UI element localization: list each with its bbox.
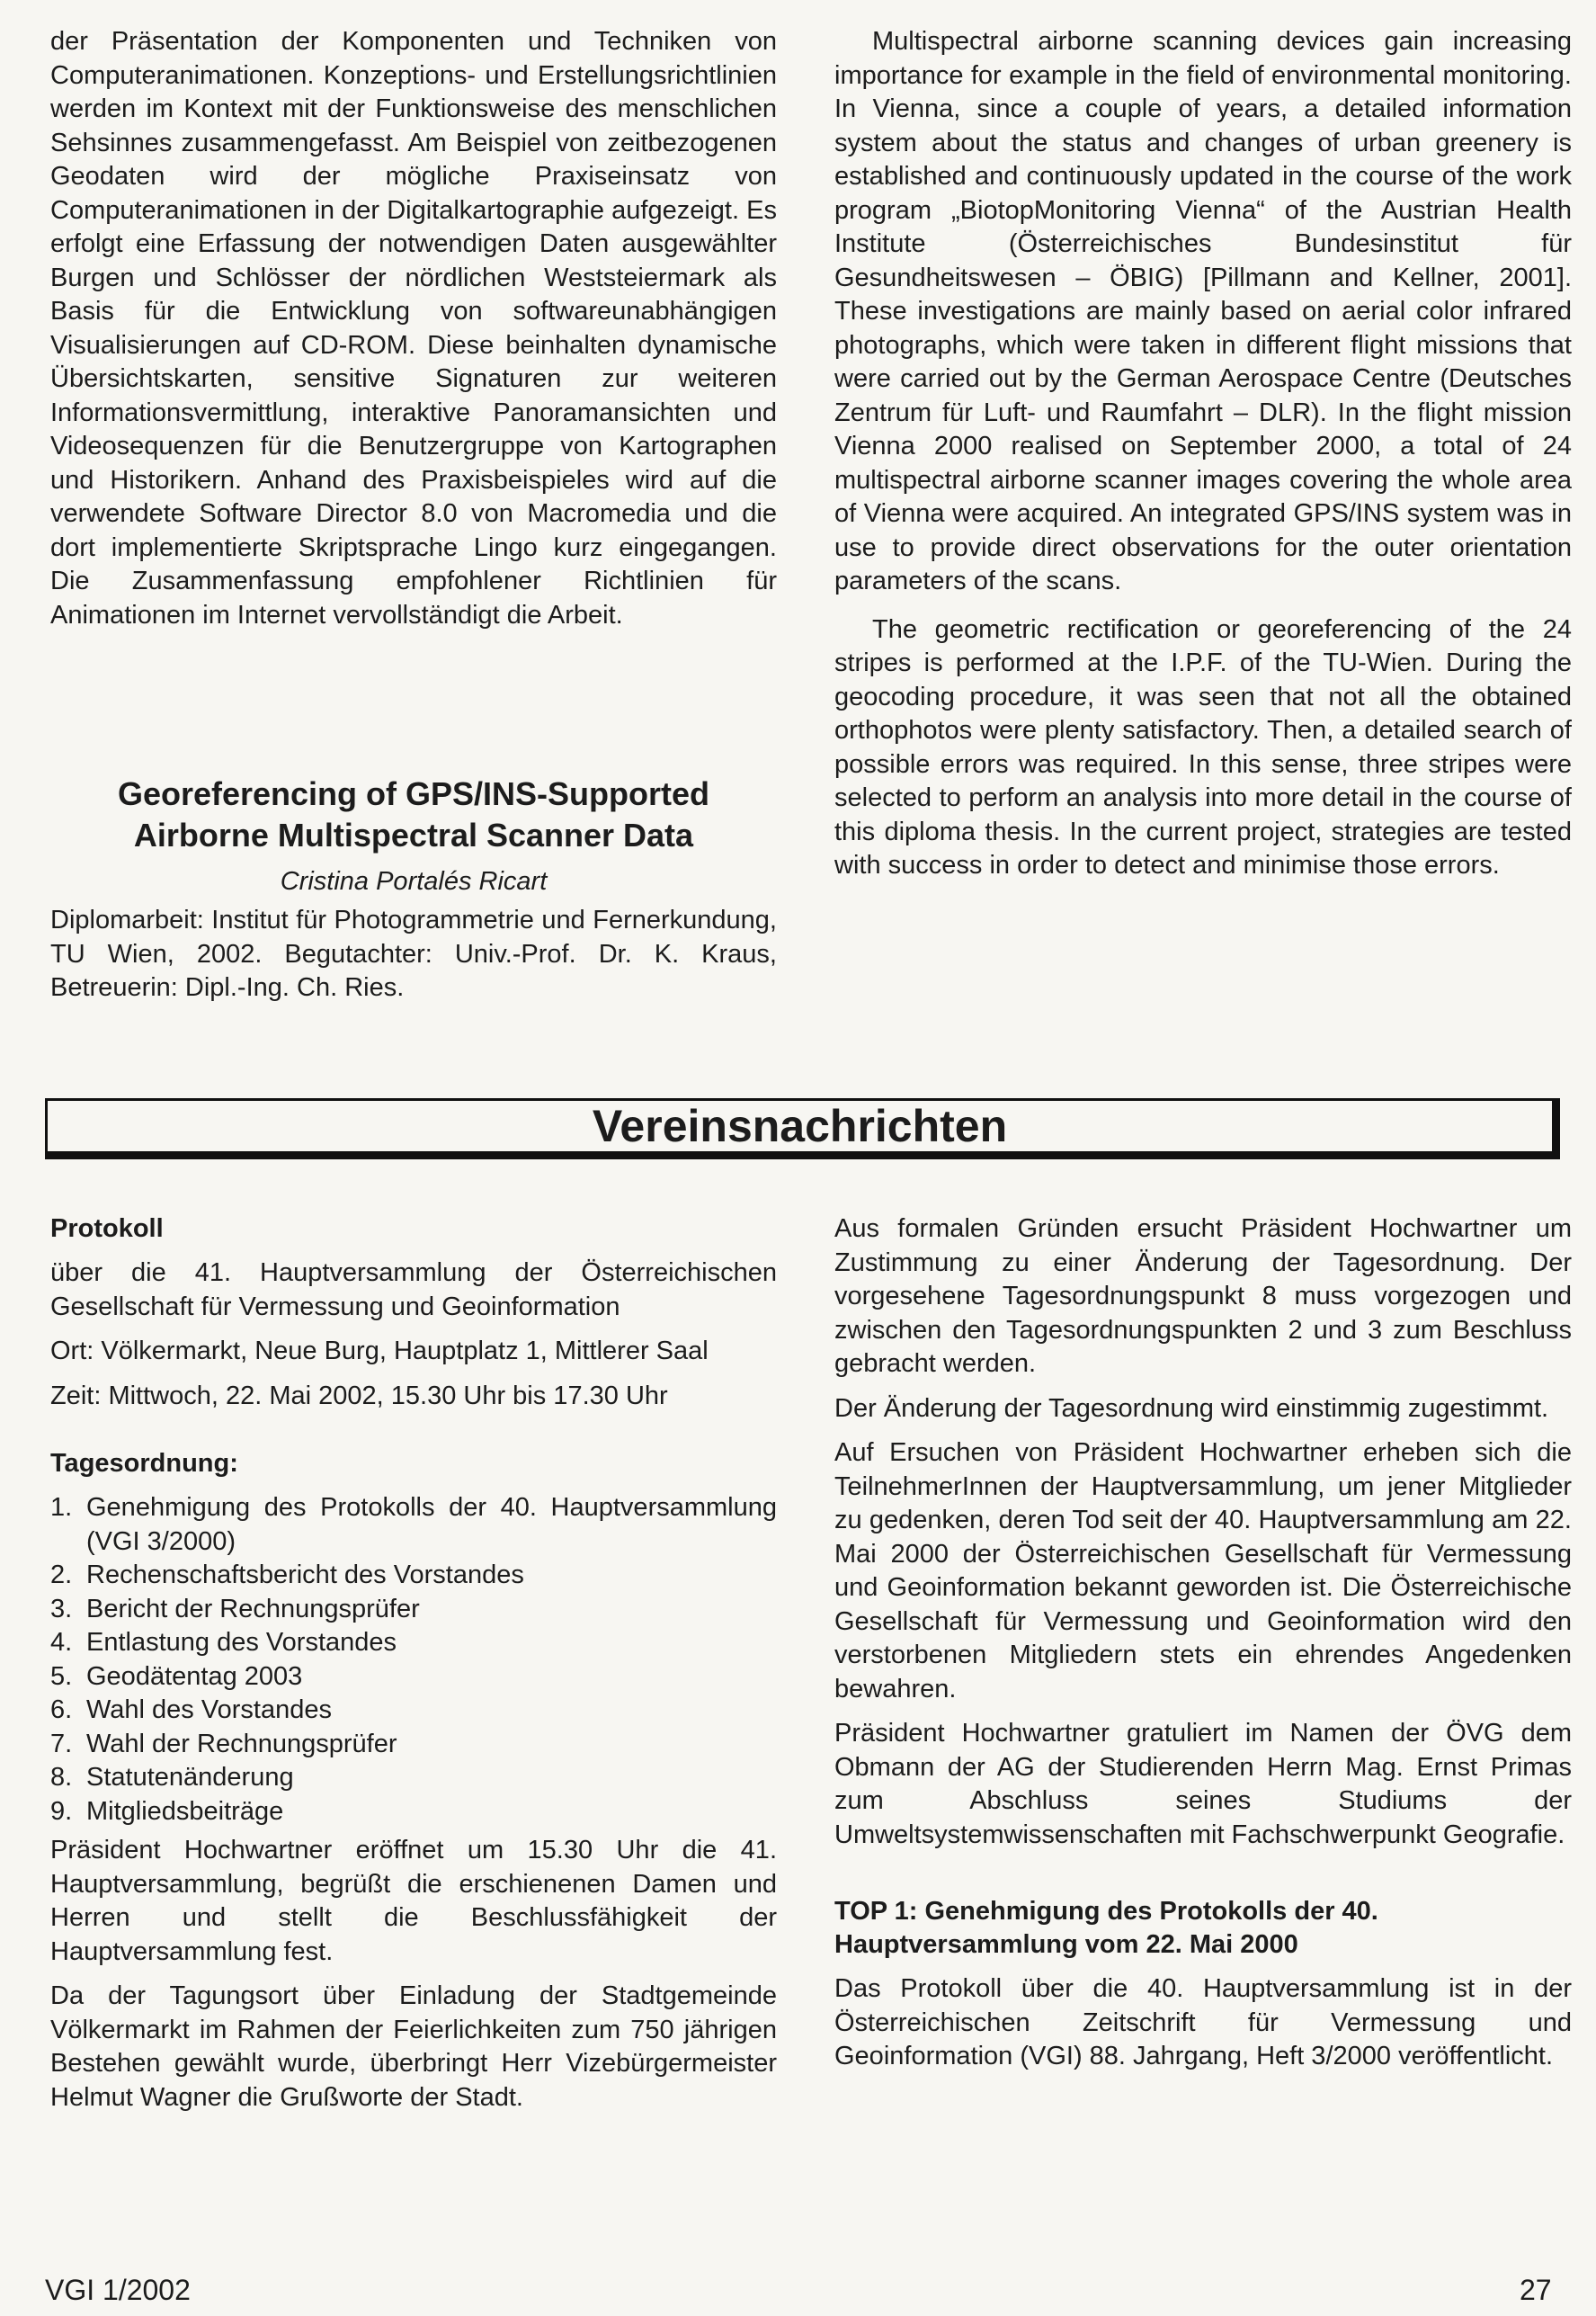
abstract-paragraph-2: The geometric rectification or georeferencing of the 24 stripes is performed at the I.P.F. of the TU-Wien. During the geocoding procedure, it was seen that not all the obtained orthophotos were plenty satisfactory. Then, a detailed search of possible errors was required. In this sense, three stripes were selected to perform an analysis into more detail in the course of this diploma thesis. In the current project, strategies are tested with success in order to detect and minimise those errors. [834,614,1572,880]
upper-right-column [834,25,1572,883]
top1-text: Das Protokoll über die 40. Hauptversammlung ist in der Österreichischen Zeitschrift für Vermessung und Geoinformation (VGI) 88. Jahrgang, Heft 3/2000 veröffentlicht. [834,1974,1572,2070]
agenda-change-approval: Der Änderung der Tagesordnung wird einstimmig zugestimmt. [834,1393,1549,1423]
protokoll-subject: über die 41. Hauptversammlung der Österreichischen Gesellschaft für Vermessung und Geoinformation [50,1258,777,1321]
abstract-paragraph-1: Multispectral airborne scanning devices gain increasing importance for example in the field of environmental monitoring. In Vienna, since a couple of years, a detailed information system about the status and changes of urban greenery is established and continuously updated in the course of the work program „BiotopMonitoring Vienna“ of the Austrian Health Institute (Österreichisches Bundesinstitut für Gesundheitswesen – ÖBIG) [Pillmann and Kellner, 2001]. These investigations are mainly based on aerial color infrared photographs, which were taken in different flight missions that were carried out by the German Aerospace Centre (Deutsches Zentrum für Luft- und Raumfahrt – DLR). In the flight mission Vienna 2000 realised on September 2000, a total of 24 multispectral airborne scanner images covering the whole area of Vienna were acquired. An integrated GPS/INS system was in use to provide direct observations for the outer orientation parameters of the scans. [834,27,1572,595]
article-title-line-1: Georeferencing of GPS/INS-Supported [117,775,710,812]
agenda-item: 1. Genehmigung des Protokolls der 40. Hauptversammlung (VGI 3/2000) [50,1493,777,1556]
agenda-item: 7. Wahl der Rechnungsprüfer [50,1729,397,1758]
article-title-line-2: Airborne Multispectral Scanner Data [133,817,694,854]
memorial-paragraph: Auf Ersuchen von Präsident Hochwartner erheben sich die TeilnehmerInnen der Hauptversammlung, um jener Mitglieder zu gedenken, deren Tod seit der 40. Hauptversammlung am 22. Mai 2000 der Österreichischen Gesellschaft für Vermessung und Geoinformation bekannt geworden ist. Die Österreichische Gesellschaft für Vermessung und Geoinformation wird den verstorbenen Mitgliedern stets ein ehrendes Angedenken bewahren. [834,1438,1572,1703]
agenda-heading: Tagesordnung: [50,1449,238,1478]
top1-heading: TOP 1: Genehmigung des Protokolls der 40. Hauptversammlung vom 22. Mai 2000 [834,1897,1378,1959]
agenda-item: 4. Entlastung des Vorstandes [50,1628,397,1657]
article-header [50,773,777,1006]
journal-issue: VGI 1/2002 [45,2274,191,2306]
congratulation-paragraph: Präsident Hochwartner gratuliert im Namen der ÖVG dem Obmann der AG der Studierenden Herrn Mag. Ernst Primas zum Abschluss seines Studiums der Umweltsystemwissenschaften mit Fachschwerpunkt Geografie. [834,1719,1572,1849]
lower-right-column [834,1212,1572,2085]
section-banner-title: Vereinsnachrichten [592,1101,1008,1151]
agenda-list [50,1491,777,1829]
page-number: 27 [1520,2274,1552,2306]
section-banner [45,1098,1560,1159]
article-author: Cristina Portalés Ricart [280,867,548,896]
intro-paragraph: der Präsentation der Komponenten und Techniken von Computeranimationen. Konzeptions- und Erstellungsrichtlinien werden im Kontext mit der Funktionsweise des menschlichen Sehsinnes zusammengefasst. Am Beispiel von zeitbezogenen Geodaten wird der mögliche Praxiseinsatz von Computeranimationen in der Digitalkartographie aufgezeigt. Es erfolgt eine Erfassung der notwendigen Daten ausgewählter Burgen und Schlösser der nördlichen Weststeiermark als Basis für die Entwicklung von softwareunabhängigen Visualisierungen auf CD-ROM. Diese beinhalten dynamische Übersichtskarten, sensitive Signaturen zur weiteren Informationsvermittlung, interaktive Panoramansichten und Videosequenzen für die Benutzergruppe von Kartographen und Historikern. Anhand des Praxisbeispieles wird auf die verwendete Software Director 8.0 von Macromedia und die dort implementierte Skriptsprache Lingo kurz eingegangen. Die Zusammenfassung empfohlener Richtlinien für Animationen im Internet vervollständigt die Arbeit. [50,27,777,630]
agenda-item: 8. Statutenänderung [50,1763,294,1792]
greeting-paragraph: Da der Tagungsort über Einladung der Stadtgemeinde Völkermarkt im Rahmen der Feierlichkeiten zum 750 jährigen Bestehen gewählt wurde, überbringt Herr Vizebürgermeister Helmut Wagner die Grußworte der Stadt. [50,1981,777,2112]
agenda-item: 9. Mitgliedsbeiträge [50,1796,284,1826]
agenda-item: 3. Bericht der Rechnungsprüfer [50,1594,420,1623]
agenda-change-request: Aus formalen Gründen ersucht Präsident Hochwartner um Zustimmung zu einer Änderung der Tagesordnung. Der vorgesehene Tagesordnungspunkt 8 muss vorgezogen und zwischen den Tagesordnungspunkten 2 und 3 zum Beschluss gebracht werden. [834,1214,1572,1378]
agenda-item: 2. Rechenschaftsbericht des Vorstandes [50,1560,524,1589]
agenda-item: 6. Wahl des Vorstandes [50,1695,332,1724]
agenda-item: 5. Geodätentag 2003 [50,1661,303,1691]
protokoll-heading: Protokoll [50,1214,164,1243]
lower-left-column [50,1212,777,2125]
protokoll-location: Ort: Völkermarkt, Neue Burg, Hauptplatz 1, Mittlerer Saal [50,1337,709,1365]
article-affiliation: Diplomarbeit: Institut für Photogrammetrie und Fernerkundung, TU Wien, 2002. Begutachter: Univ.-Prof. Dr. K. Kraus, Betreuerin: Dipl.-Ing. Ch. Ries. [50,906,777,1002]
opening-paragraph: Präsident Hochwartner eröffnet um 15.30 Uhr die 41. Hauptversammlung, begrüßt die erschienenen Damen und Herren und stellt die Beschlussfähigkeit der Hauptversammlung fest. [50,1836,777,1966]
upper-left-column [50,25,777,632]
protokoll-time: Zeit: Mittwoch, 22. Mai 2002, 15.30 Uhr bis 17.30 Uhr [50,1381,668,1410]
